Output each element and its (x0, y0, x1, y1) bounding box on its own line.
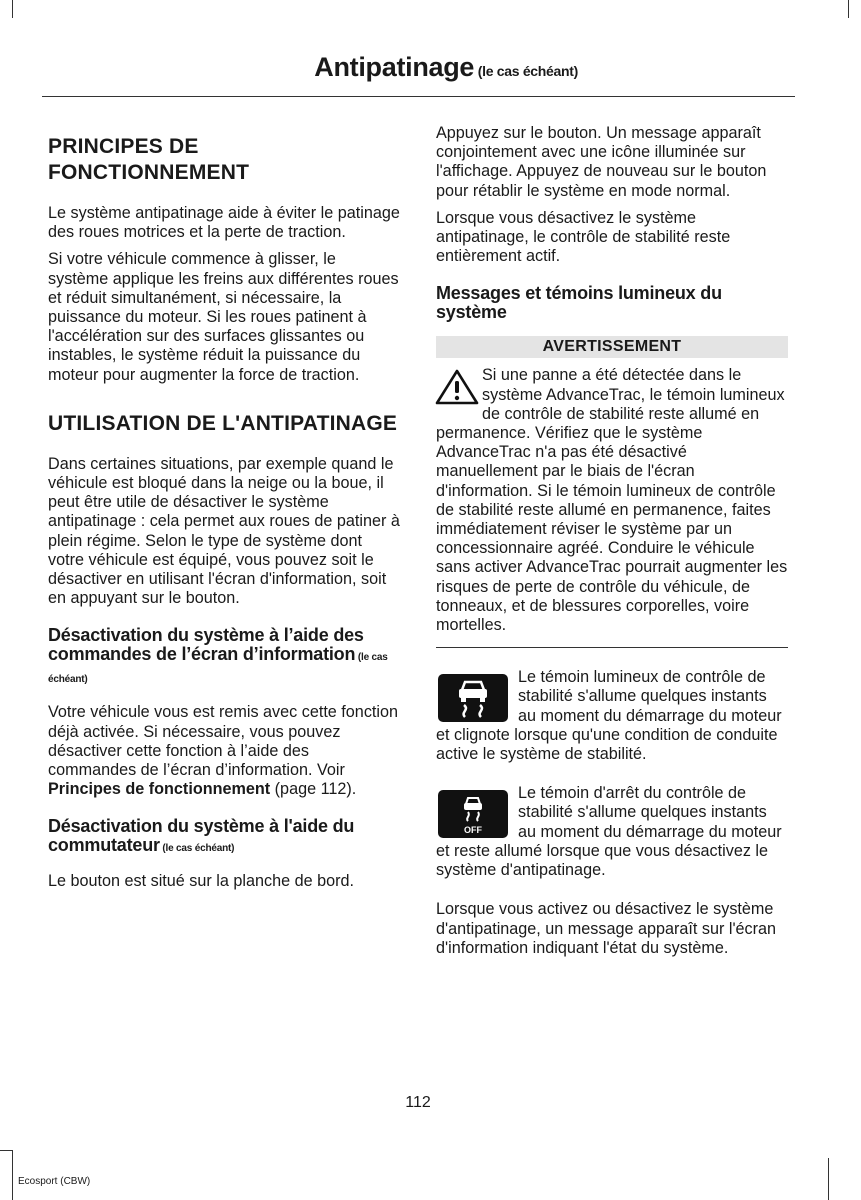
paragraph: Lorsque vous désactivez le système antipatinage, le contrôle de stabilité reste entièrement actif. (436, 208, 731, 266)
heading-utilisation: UTILISATION DE L'ANTIPATINAGE (48, 411, 398, 435)
heading-text: Désactivation du système à l’aide des commandes de l’écran d’information (48, 625, 364, 665)
indicator-stability (436, 668, 788, 764)
heading-desactivation-ecran (48, 626, 400, 689)
heading-principes: PRINCIPES DE FONCTIONNEMENT (48, 135, 250, 184)
page-number: 112 (405, 1094, 431, 1111)
page-title-suffix: (le cas échéant) (474, 63, 578, 79)
paragraph: Si votre véhicule commence à glisser, le système applique les freins aux différentes roues et réduit simultanément, si nécessaire, la puissance du moteur. Si les roues patinent à l'accélération sur des surfaces glissantes ou instables, le système réduit la puissance du moteur pour augmenter la force de traction. (48, 250, 399, 384)
paragraph (48, 703, 400, 799)
warning-text: Si une panne a été détectée dans le système AdvanceTrac, le témoin lumineux de contrôle de stabilité reste allumé en permanence. Vérifiez que le système AdvanceTrac n'a pas été désactivé manuellement par le biais de l'écran d'information. Si le témoin lumineux de contrôle de stabilité reste allumé en permanence, faites immédiatement réviser le système par un concessionnaire agréé. Conduire le véhicule sans activer AdvanceTrac pourrait augmenter les risques de perte de contrôle du véhicule, de tonneaux, et de blessures corporelles, voire mortelles. (436, 366, 788, 635)
warning-header: AVERTISSEMENT (436, 336, 788, 358)
heading-suffix: (le cas échéant) (159, 843, 235, 855)
page-title-text: Antipatinage (314, 52, 475, 82)
text: Votre véhicule vous est remis avec cette fonction déjà activée. Si nécessaire, vous pouvez désactiver cette fonction à l’aide des commandes de l’écran d’information. Voir (48, 703, 399, 780)
paragraph: Appuyez sur le bouton. Un message apparaît conjointement avec une icône illuminée sur l'affichage. Appuyez de nouveau sur le bouton pour rétablir le système en mode normal. (436, 124, 767, 200)
paragraph: Dans certaines situations, par exemple quand le véhicule est bloqué dans la neige ou la boue, il peut être utile de désactiver le système antipatinage : cela permet aux roues de patiner à plein régime. Selon le type de système dont votre véhicule est équipé, vous pouvez soit le désactiver en utilisant l'écran d'information, soit en appuyant sur le bouton. (48, 454, 400, 608)
header-divider (42, 96, 795, 97)
right-column (436, 124, 788, 966)
paragraph: Lorsque vous activez ou désactivez le système d'antipatinage, un message apparaît sur l'écran d'information indiquant l'état du système. (436, 900, 777, 957)
paragraph: Le système antipatinage aide à éviter le patinage des roues motrices et la perte de traction. (48, 204, 400, 242)
crop-mark (848, 0, 849, 18)
heading-desactivation-commutateur (48, 817, 400, 858)
indicator-text: Le témoin d'arrêt du contrôle de stabilité s'allume quelques instants au moment du démarrage du moteur et reste allumé lorsque que vous désactivez le système d'antipatinage. (436, 784, 782, 880)
footer-model: Ecosport (CBW) (18, 1176, 91, 1187)
heading-suffix: (le cas échéant) (48, 652, 388, 686)
heading-messages: Messages et témoins lumineux du système (436, 283, 722, 323)
paragraph: Le bouton est situé sur la planche de bord. (48, 872, 354, 891)
crop-mark (0, 1150, 12, 1151)
text: (page 112). (270, 780, 357, 799)
crop-mark (12, 1150, 13, 1200)
warning-triangle-icon (434, 368, 480, 406)
warning-divider (436, 647, 788, 648)
off-label: OFF (464, 825, 482, 836)
indicator-stability-off (436, 784, 788, 880)
crop-mark (828, 1158, 829, 1200)
page-title (314, 52, 578, 83)
stability-control-icon (438, 674, 508, 722)
left-column (48, 124, 400, 900)
cross-reference-link[interactable]: Principes de fonctionnement (48, 780, 271, 799)
crop-mark (12, 0, 13, 18)
heading-text: Désactivation du système à l'aide du commutateur (48, 816, 355, 856)
stability-control-off-icon (438, 790, 508, 838)
warning-box (436, 366, 788, 635)
indicator-text: Le témoin lumineux de contrôle de stabilité s'allume quelques instants au moment du démarrage du moteur et clignote lorsque qu'une condition de conduite active le système de stabilité. (436, 668, 782, 764)
